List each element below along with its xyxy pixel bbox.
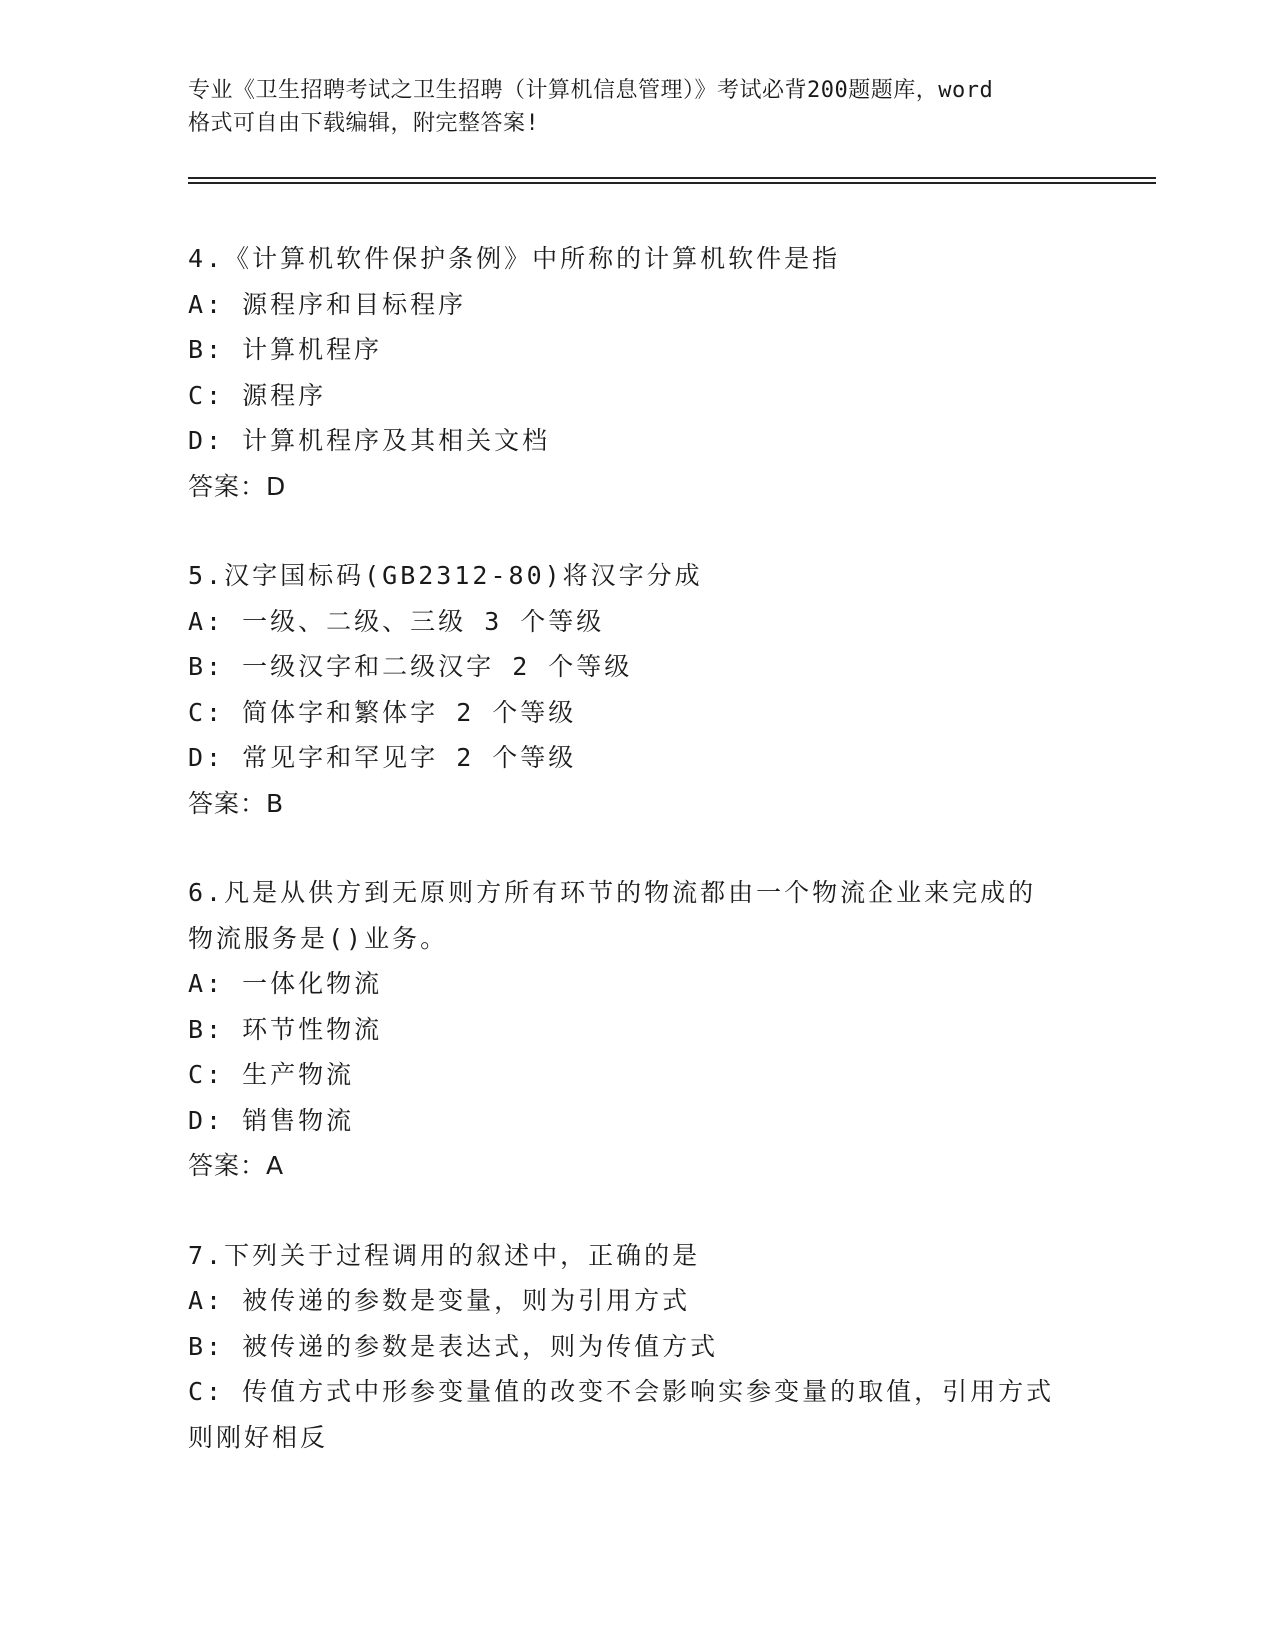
question-list [188, 236, 1088, 1504]
option-b: B: 环节性物流 [188, 1014, 383, 1044]
question-stem: 4.《计算机软件保护条例》中所称的计算机软件是指 [188, 244, 841, 273]
option-b: B: 被传递的参数是表达式，则为传值方式 [188, 1331, 719, 1361]
answer-label: 答案：A [188, 1151, 285, 1180]
option-a: A: 源程序和目标程序 [188, 289, 467, 319]
answer-label: 答案：B [188, 788, 285, 818]
option-d: D: 计算机程序及其相关文档 [188, 426, 551, 455]
option-d: D: 常见字和罕见字 2 个等级 [188, 743, 577, 772]
question-stem: 5.汉字国标码(GB2312-80)将汉字分成 [188, 561, 703, 590]
option-b: B: 一级汉字和二级汉字 2 个等级 [188, 652, 633, 681]
question-stem: 7.下列关于过程调用的叙述中，正确的是 [188, 1240, 701, 1270]
header-line-2: 格式可自由下载编辑，附完整答案! [188, 111, 540, 136]
question-5 [188, 553, 1088, 826]
header-divider-top [188, 177, 1156, 179]
question-stem-continued: 物流服务是()业务。 [188, 923, 449, 953]
header-divider-bottom [188, 182, 1156, 184]
option-b: B: 计算机程序 [188, 335, 383, 364]
option-c-continued: 则刚好相反 [188, 1422, 329, 1452]
question-4 [188, 236, 1088, 509]
option-c: C: 传值方式中形参变量值的改变不会影响实参变量的取值，引用方式 [188, 1377, 1055, 1406]
option-c: C: 简体字和繁体字 2 个等级 [188, 697, 577, 727]
question-stem: 6.凡是从供方到无原则方所有环节的物流都由一个物流企业来完成的 [188, 878, 1037, 907]
header-line-1: 专业《卫生招聘考试之卫生招聘（计算机信息管理）》考试必背200题题库，word [188, 78, 994, 103]
question-6 [188, 870, 1088, 1189]
option-a: A: 被传递的参数是变量，则为引用方式 [188, 1286, 691, 1315]
option-c: C: 生产物流 [188, 1060, 355, 1089]
option-a: A: 一体化物流 [188, 969, 383, 998]
option-a: A: 一级、二级、三级 3 个等级 [188, 606, 605, 636]
option-d: D: 销售物流 [188, 1105, 355, 1135]
option-c: C: 源程序 [188, 380, 327, 410]
document-header [188, 74, 1088, 140]
answer-label: 答案：D [188, 471, 287, 501]
question-7 [188, 1233, 1088, 1461]
